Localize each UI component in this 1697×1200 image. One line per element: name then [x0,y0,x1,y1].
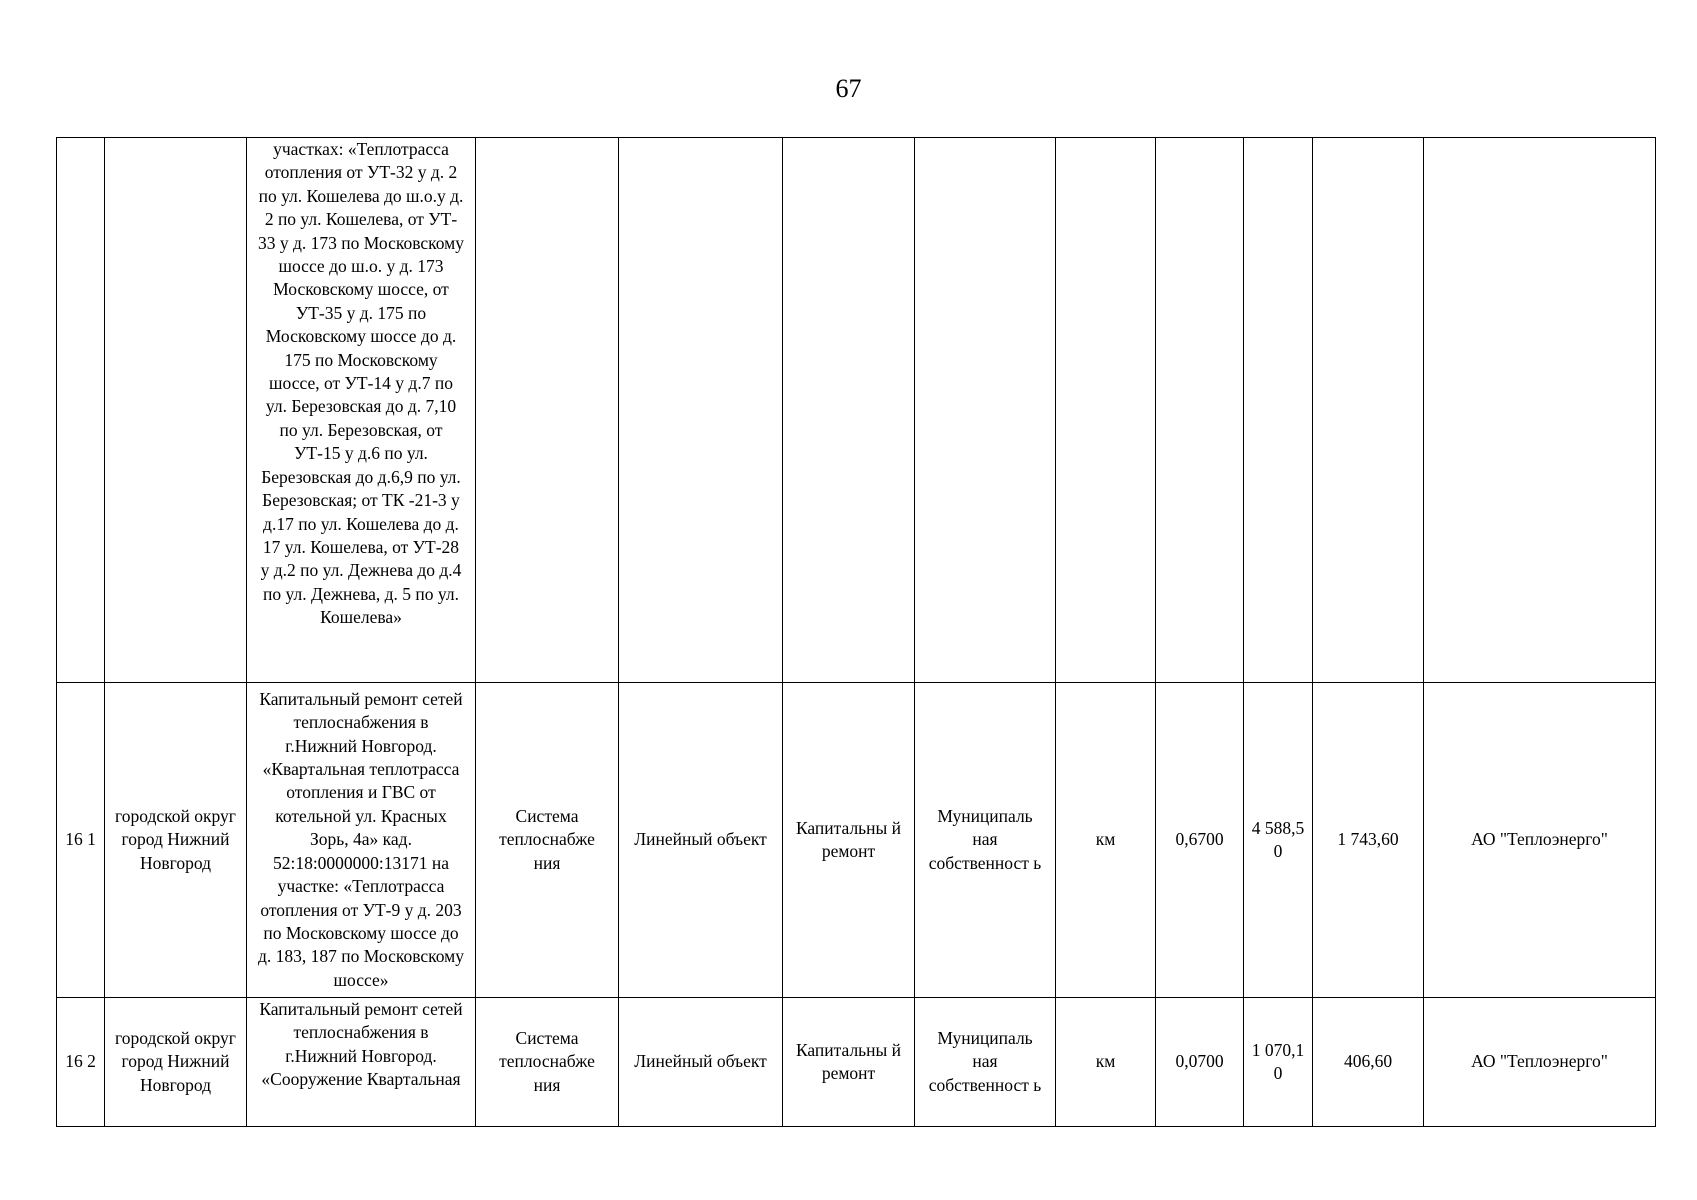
page-number: 67 [835,74,862,103]
operator-cell: АО "Теплоэнерго" [1424,683,1656,998]
table-row [57,998,1656,1127]
unit-cell: км [1056,683,1156,998]
operator-cell [1424,138,1656,683]
table-row [57,683,1656,998]
length-cell [1156,138,1244,683]
system-cell: Система теплоснабже ния [476,683,619,998]
system-cell: Система теплоснабже ния [476,998,619,1127]
cost2-cell [1313,138,1424,683]
work-type-cell [783,138,915,683]
territory-cell [105,138,247,683]
description-cell: участках: «Теплотрасса отопления от УТ-32 у д. 2 по ул. Кошелева до ш.о.у д. 2 по ул. Кошелева, от УТ- 33 у д. 173 по Московскому шоссе до ш.о. у д. 173 Московскому шоссе, от УТ-35 у д. 175 по Московскому шоссе до д. 175 по Московскому шоссе, от УТ-14 у д.7 по ул. Березовская до д. 7,10 по ул. Березовская, от УТ-15 у д.6 по ул. Березовская до д.6,9 по ул. Березовская; от ТК -21-3 у д.17 по ул. Кошелева до д. 17 ул. Кошелева, от УТ-28 у д.2 по ул. Дежнева до д.4 по ул. Дежнева, д. 5 по ул. Кошелева» [247,138,476,683]
length-cell: 0,6700 [1156,683,1244,998]
object-type-cell [619,138,783,683]
row-number-cell [57,138,105,683]
ownership-cell [915,138,1056,683]
operator-cell: АО "Теплоэнерго" [1424,998,1656,1127]
territory-cell: городской округ город Нижний Новгород [105,998,247,1127]
unit-cell [1056,138,1156,683]
cost-cell: 1 070,1 0 [1244,998,1313,1127]
ownership-cell: Муниципаль ная собственност ь [915,683,1056,998]
row-number-cell: 16 2 [57,998,105,1127]
ownership-cell: Муниципаль ная собственност ь [915,998,1056,1127]
table-row [57,138,1656,683]
work-type-cell: Капитальны й ремонт [783,998,915,1127]
object-type-cell: Линейный объект [619,998,783,1127]
row-number-cell: 16 1 [57,683,105,998]
description-cell: Капитальный ремонт сетей теплоснабжения в г.Нижний Новгород. «Сооружение Квартальная [247,998,476,1127]
cost2-cell: 1 743,60 [1313,683,1424,998]
registry-table [56,137,1656,1127]
description-cell: Капитальный ремонт сетей теплоснабжения в г.Нижний Новгород. «Квартальная теплотрасса отопления и ГВС от котельной ул. Красных Зорь, 4а» кад. 52:18:0000000:13171 на участке: «Теплотрасса отопления от УТ-9 у д. 203 по Московскому шоссе до д. 183, 187 по Московскому шоссе» [247,683,476,998]
cost-cell: 4 588,5 0 [1244,683,1313,998]
object-type-cell: Линейный объект [619,683,783,998]
work-type-cell: Капитальны й ремонт [783,683,915,998]
length-cell: 0,0700 [1156,998,1244,1127]
unit-cell: км [1056,998,1156,1127]
cost2-cell: 406,60 [1313,998,1424,1127]
system-cell [476,138,619,683]
territory-cell: городской округ город Нижний Новгород [105,683,247,998]
cost-cell [1244,138,1313,683]
